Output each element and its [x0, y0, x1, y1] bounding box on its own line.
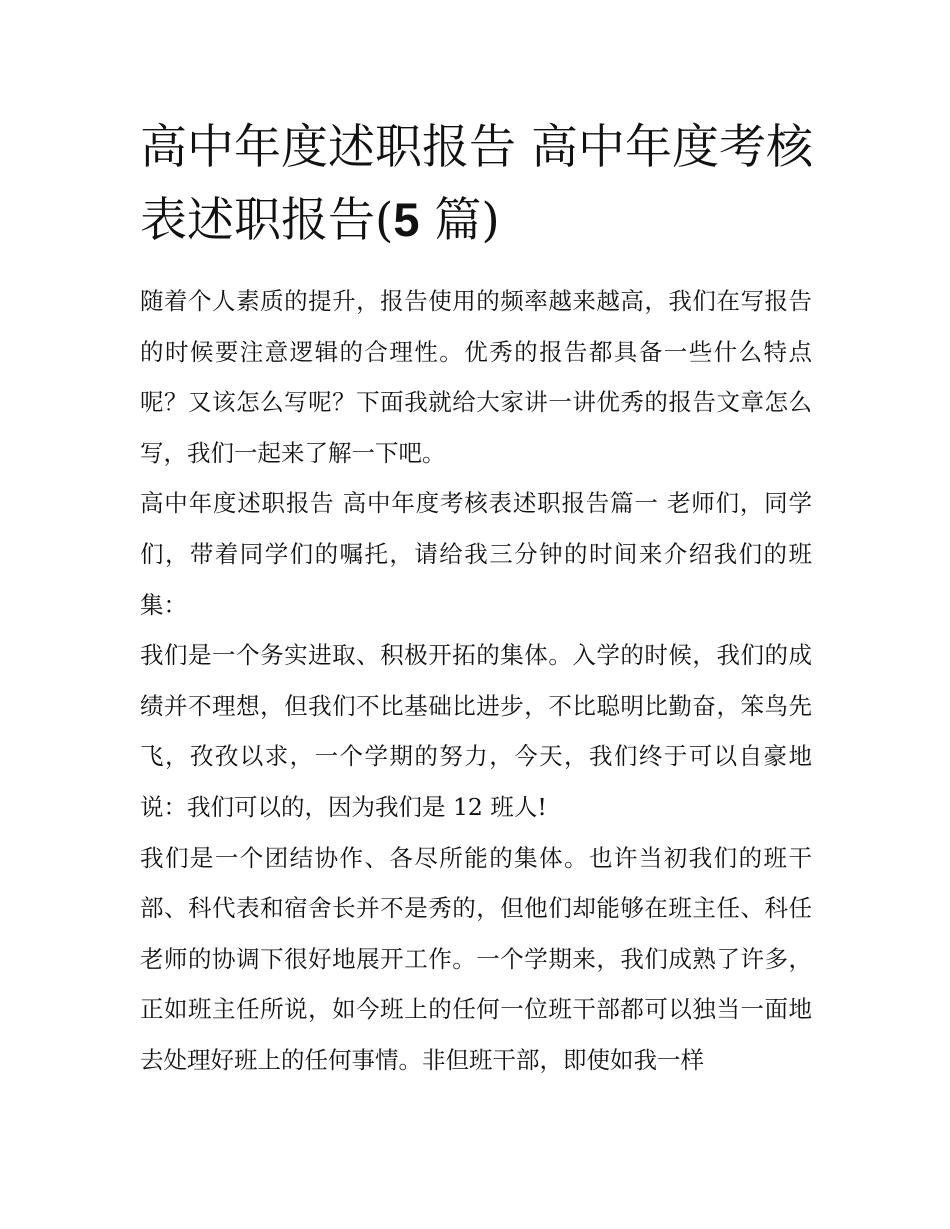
paragraph-progress: 我们是一个务实进取、积极开拓的集体。入学的时候，我们的成绩并不理想，但我们不比基础比进步，不比聪明比勤奋，笨鸟先飞，孜孜以求，一个学期的努力，今天，我们终于可以自豪地说：我们可以的，因为我们是 12 班人! [140, 641, 812, 821]
paragraph-intro: 随着个人素质的提升，报告使用的频率越来越高，我们在写报告的时候要注意逻辑的合理性。优秀的报告都具备一些什么特点呢？又该怎么写呢？下面我就给大家讲一讲优秀的报告文章怎么写，我们一起来了解一下吧。 [140, 287, 812, 467]
title-suffix: 篇) [419, 193, 500, 248]
document-title [140, 112, 820, 257]
paragraph-opening: 高中年度述职报告 高中年度考核表述职报告篇一 老师们，同学们，带着同学们的嘱托，请给我三分钟的时间来介绍我们的班集： [140, 489, 812, 619]
title-count: 5 [393, 193, 420, 246]
paragraph-teamwork: 我们是一个团结协作、各尽所能的集体。也许当初我们的班干部、科代表和宿舍长并不是秀的，但他们却能够在班主任、科任老师的协调下很好地展开工作。一个学期来，我们成熟了许多，正如班主任所说，如今班上的任何一位班干部都可以独当一面地去处理好班上的任何事情。非但班干部，即使如我一样 [140, 843, 812, 1074]
title-text: 高中年度述职报告 高中年度考核表述职报告( [140, 120, 813, 248]
document-body [140, 276, 812, 1086]
